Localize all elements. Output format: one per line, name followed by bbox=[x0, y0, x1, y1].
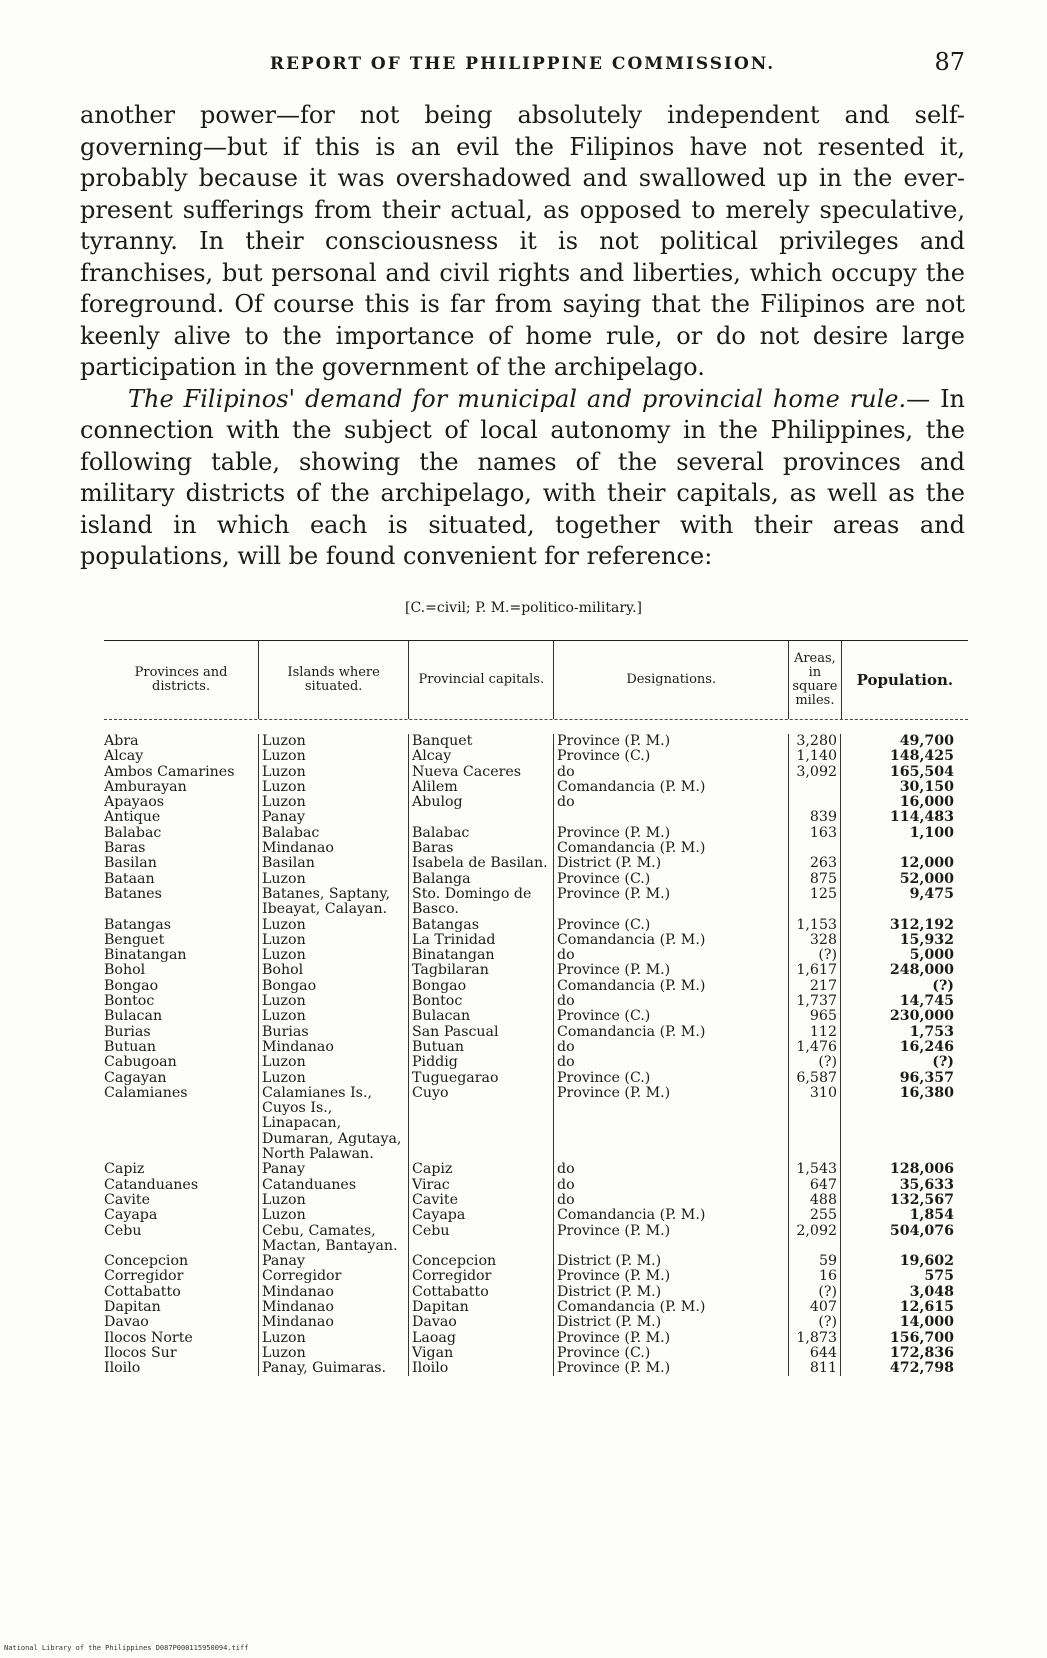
cell-designation: Province (P. M.) bbox=[554, 734, 789, 749]
cell-designation: Comandancia (P. M.) bbox=[554, 780, 789, 795]
cell-area: (?) bbox=[789, 1055, 841, 1070]
page-number: 87 bbox=[934, 48, 965, 76]
cell-province: Butuan bbox=[104, 1040, 259, 1055]
cell-island: Mindanao bbox=[259, 841, 409, 856]
cell-island: Luzon bbox=[259, 1071, 409, 1086]
cell-capital: Alcay bbox=[409, 749, 554, 764]
table-row bbox=[104, 994, 968, 1009]
cell-area: 310 bbox=[789, 1086, 841, 1162]
cell-capital: Balanga bbox=[409, 872, 554, 887]
cell-province: Baras bbox=[104, 841, 259, 856]
section-text: In connection with the subject of local autonomy in the Philippines, the following table, showing the names of the several provinces and military districts of the archipelago, with their capitals, as well as the island in which each is situated, together with their areas and populations, will be found convenient for reference: bbox=[80, 384, 965, 570]
table-row bbox=[104, 1285, 968, 1300]
cell-province: Cabugoan bbox=[104, 1055, 259, 1070]
cell-province: Batanes bbox=[104, 887, 259, 918]
table-row bbox=[104, 1086, 968, 1162]
table-row bbox=[104, 856, 968, 871]
cell-island: Burias bbox=[259, 1025, 409, 1040]
table-row bbox=[104, 1269, 968, 1284]
cell-island: Luzon bbox=[259, 1055, 409, 1070]
cell-area: 839 bbox=[789, 810, 841, 825]
cell-capital: Alilem bbox=[409, 780, 554, 795]
cell-area: 263 bbox=[789, 856, 841, 871]
cell-population: 1,854 bbox=[909, 1208, 954, 1224]
cell-population: 132,567 bbox=[889, 1192, 954, 1208]
cell-province: Apayaos bbox=[104, 795, 259, 810]
cell-population: 230,000 bbox=[889, 1009, 954, 1025]
cell-population: 156,700 bbox=[889, 1330, 954, 1346]
cell-designation: Province (P. M.) bbox=[554, 826, 789, 841]
cell-island: Catanduanes bbox=[259, 1178, 409, 1193]
cell-population: 148,425 bbox=[889, 749, 954, 765]
cell-population: 9,475 bbox=[909, 886, 954, 902]
cell-area: 328 bbox=[789, 933, 841, 948]
cell-population: 15,932 bbox=[899, 932, 954, 948]
cell-capital: Piddig bbox=[409, 1055, 554, 1070]
table-row bbox=[104, 1025, 968, 1040]
cell-capital: Virac bbox=[409, 1178, 554, 1193]
cell-population: 35,633 bbox=[899, 1177, 954, 1193]
cell-designation: do bbox=[554, 1178, 789, 1193]
cell-designation bbox=[554, 810, 789, 825]
cell-island: Balabac bbox=[259, 826, 409, 841]
cell-population: 12,000 bbox=[899, 856, 954, 872]
cell-population: 165,504 bbox=[889, 764, 954, 780]
cell-island: Corregidor bbox=[259, 1269, 409, 1284]
cell-population: 312,192 bbox=[889, 917, 954, 933]
table-row bbox=[104, 1193, 968, 1208]
cell-province: Binatangan bbox=[104, 948, 259, 963]
table-row bbox=[104, 1009, 968, 1024]
cell-area bbox=[789, 841, 841, 856]
cell-designation: do bbox=[554, 795, 789, 810]
cell-province: Bontoc bbox=[104, 994, 259, 1009]
table-header bbox=[104, 641, 968, 720]
cell-province: Abra bbox=[104, 734, 259, 749]
cell-designation: Comandancia (P. M.) bbox=[554, 1025, 789, 1040]
cell-island: Basilan bbox=[259, 856, 409, 871]
cell-population: 14,000 bbox=[899, 1315, 954, 1331]
cell-island: Panay bbox=[259, 810, 409, 825]
cell-designation: do bbox=[554, 994, 789, 1009]
table-row bbox=[104, 1055, 968, 1070]
cell-island: Panay, Guimaras. bbox=[259, 1361, 409, 1376]
table-row bbox=[104, 1361, 968, 1376]
cell-population: 172,836 bbox=[889, 1345, 954, 1361]
cell-designation: Province (C.) bbox=[554, 872, 789, 887]
cell-province: Batangas bbox=[104, 918, 259, 933]
table-row bbox=[104, 1346, 968, 1361]
cell-island: Mindanao bbox=[259, 1300, 409, 1315]
cell-area: 163 bbox=[789, 826, 841, 841]
cell-capital: Iloilo bbox=[409, 1361, 554, 1376]
cell-population: 3,048 bbox=[909, 1284, 954, 1300]
cell-area: 59 bbox=[789, 1254, 841, 1269]
cell-capital: Cebu bbox=[409, 1224, 554, 1255]
cell-island: Luzon bbox=[259, 1208, 409, 1223]
cell-island: Mindanao bbox=[259, 1040, 409, 1055]
cell-province: Ambos Camarines bbox=[104, 765, 259, 780]
cell-population: 575 bbox=[924, 1269, 954, 1285]
cell-designation: Comandancia (P. M.) bbox=[554, 933, 789, 948]
cell-designation: Province (P. M.) bbox=[554, 1331, 789, 1346]
cell-population: 49,700 bbox=[899, 734, 954, 749]
cell-island: Luzon bbox=[259, 933, 409, 948]
table-row bbox=[104, 918, 968, 933]
cell-population: 19,602 bbox=[899, 1254, 954, 1270]
cell-province: Balabac bbox=[104, 826, 259, 841]
cell-population: 96,357 bbox=[899, 1070, 954, 1086]
cell-area: 1,543 bbox=[789, 1162, 841, 1177]
cell-province: Davao bbox=[104, 1315, 259, 1330]
cell-island: Bongao bbox=[259, 979, 409, 994]
header-provinces: Provinces and districts. bbox=[104, 641, 259, 719]
cell-area: 3,092 bbox=[789, 765, 841, 780]
cell-island: Panay bbox=[259, 1162, 409, 1177]
cell-province: Benguet bbox=[104, 933, 259, 948]
cell-population: 30,150 bbox=[899, 779, 954, 795]
cell-population: 1,753 bbox=[909, 1024, 954, 1040]
cell-province: Burias bbox=[104, 1025, 259, 1040]
cell-designation: Comandancia (P. M.) bbox=[554, 979, 789, 994]
cell-designation: do bbox=[554, 1162, 789, 1177]
cell-province: Bulacan bbox=[104, 1009, 259, 1024]
cell-capital: Banquet bbox=[409, 734, 554, 749]
cell-area: 647 bbox=[789, 1178, 841, 1193]
cell-island: Luzon bbox=[259, 1346, 409, 1361]
cell-province: Catanduanes bbox=[104, 1178, 259, 1193]
header-areas: Areas, in square miles. bbox=[789, 641, 842, 719]
table-row bbox=[104, 826, 968, 841]
cell-province: Amburayan bbox=[104, 780, 259, 795]
cell-capital: Binatangan bbox=[409, 948, 554, 963]
paragraph: another power—for not being absolutely independent and self-governing—but if this is an evil the Filipinos have not resented it, probably because it was overshadowed and swallowed up in the ever-present sufferings from their actual, as opposed to merely speculative, tyranny. In their consciousness it is not political privileges and franchises, but personal and civil rights and liberties, which occupy the foreground. Of course this is far from saying that the Filipinos are not keenly alive to the importance of home rule, or do not desire large participation in the government of the archipelago. bbox=[80, 101, 965, 381]
cell-population: 16,380 bbox=[899, 1085, 954, 1101]
page-header bbox=[80, 48, 965, 78]
cell-capital: Cayapa bbox=[409, 1208, 554, 1223]
table-row bbox=[104, 1071, 968, 1086]
cell-province: Cayapa bbox=[104, 1208, 259, 1223]
cell-population bbox=[841, 841, 968, 856]
cell-designation: Province (C.) bbox=[554, 1346, 789, 1361]
cell-island: Luzon bbox=[259, 780, 409, 795]
cell-island: Luzon bbox=[259, 1193, 409, 1208]
cell-capital: Baras bbox=[409, 841, 554, 856]
cell-island: Calamianes Is., Cuyos Is., Linapacan, Dumaran, Agutaya, North Palawan. bbox=[259, 1086, 409, 1162]
cell-population: 12,615 bbox=[899, 1299, 954, 1315]
table-row bbox=[104, 963, 968, 978]
body-text bbox=[80, 100, 965, 573]
header-designations: Designations. bbox=[554, 641, 789, 719]
cell-capital: Cavite bbox=[409, 1193, 554, 1208]
table-row bbox=[104, 933, 968, 948]
cell-province: Bataan bbox=[104, 872, 259, 887]
cell-area: 965 bbox=[789, 1009, 841, 1024]
table-row bbox=[104, 1178, 968, 1193]
cell-population: 114,483 bbox=[889, 810, 954, 826]
cell-capital: La Trinidad bbox=[409, 933, 554, 948]
cell-area: (?) bbox=[789, 948, 841, 963]
cell-island: Luzon bbox=[259, 749, 409, 764]
cell-area: 255 bbox=[789, 1208, 841, 1223]
cell-area: 1,476 bbox=[789, 1040, 841, 1055]
cell-designation: do bbox=[554, 948, 789, 963]
cell-designation: District (P. M.) bbox=[554, 1254, 789, 1269]
cell-designation: Province (P. M.) bbox=[554, 1086, 789, 1162]
cell-designation: Province (P. M.) bbox=[554, 887, 789, 918]
cell-area: 1,617 bbox=[789, 963, 841, 978]
cell-island: Luzon bbox=[259, 795, 409, 810]
cell-designation: do bbox=[554, 765, 789, 780]
cell-capital: Isabela de Basilan. bbox=[409, 856, 554, 871]
table-row bbox=[104, 765, 968, 780]
cell-designation: District (P. M.) bbox=[554, 1285, 789, 1300]
cell-designation: Province (P. M.) bbox=[554, 963, 789, 978]
cell-province: Bohol bbox=[104, 963, 259, 978]
cell-population: 14,745 bbox=[899, 994, 954, 1010]
cell-population: 248,000 bbox=[889, 963, 954, 979]
cell-island: Luzon bbox=[259, 872, 409, 887]
cell-capital: Bulacan bbox=[409, 1009, 554, 1024]
section-paragraph bbox=[80, 384, 965, 573]
cell-island: Batanes, Saptany, Ibeayat, Calayan. bbox=[259, 887, 409, 918]
cell-capital: Cottabatto bbox=[409, 1285, 554, 1300]
cell-area: 3,280 bbox=[789, 734, 841, 749]
cell-capital: Sto. Domingo de Basco. bbox=[409, 887, 554, 918]
cell-capital: Capiz bbox=[409, 1162, 554, 1177]
table-row bbox=[104, 887, 968, 918]
cell-island: Luzon bbox=[259, 734, 409, 749]
cell-population: 16,000 bbox=[899, 795, 954, 811]
table-row bbox=[104, 780, 968, 795]
cell-capital: Corregidor bbox=[409, 1269, 554, 1284]
cell-area bbox=[789, 795, 841, 810]
cell-designation: do bbox=[554, 1040, 789, 1055]
cell-area: 125 bbox=[789, 887, 841, 918]
cell-area: (?) bbox=[789, 1315, 841, 1330]
cell-capital: Nueva Caceres bbox=[409, 765, 554, 780]
cell-area: 811 bbox=[789, 1361, 841, 1376]
cell-capital: Concepcion bbox=[409, 1254, 554, 1269]
cell-capital: Tagbilaran bbox=[409, 963, 554, 978]
table-row bbox=[104, 749, 968, 764]
cell-capital: Vigan bbox=[409, 1346, 554, 1361]
cell-population: 52,000 bbox=[899, 871, 954, 887]
cell-island: Cebu, Camates, Mactan, Bantayan. bbox=[259, 1224, 409, 1255]
table-row bbox=[104, 810, 968, 825]
cell-province: Corregidor bbox=[104, 1269, 259, 1284]
cell-designation: Province (P. M.) bbox=[554, 1224, 789, 1255]
cell-area: (?) bbox=[789, 1285, 841, 1300]
cell-province: Capiz bbox=[104, 1162, 259, 1177]
header-islands: Islands where situated. bbox=[259, 641, 409, 719]
cell-capital: Batangas bbox=[409, 918, 554, 933]
cell-designation: Comandancia (P. M.) bbox=[554, 1208, 789, 1223]
cell-population: 16,246 bbox=[899, 1039, 954, 1055]
table-row bbox=[104, 1331, 968, 1346]
cell-area: 1,140 bbox=[789, 749, 841, 764]
table-row bbox=[104, 1162, 968, 1177]
cell-capital: Laoag bbox=[409, 1331, 554, 1346]
cell-area bbox=[789, 780, 841, 795]
table-row bbox=[104, 1208, 968, 1223]
table-row bbox=[104, 1224, 968, 1255]
cell-island: Luzon bbox=[259, 1331, 409, 1346]
cell-population: 504,076 bbox=[889, 1223, 954, 1239]
cell-island: Panay bbox=[259, 1254, 409, 1269]
cell-area: 2,092 bbox=[789, 1224, 841, 1255]
cell-capital: Butuan bbox=[409, 1040, 554, 1055]
cell-capital: San Pascual bbox=[409, 1025, 554, 1040]
cell-province: Iloilo bbox=[104, 1361, 259, 1376]
cell-designation: do bbox=[554, 1193, 789, 1208]
cell-island: Mindanao bbox=[259, 1285, 409, 1300]
cell-designation: Province (C.) bbox=[554, 1009, 789, 1024]
cell-area: 112 bbox=[789, 1025, 841, 1040]
scan-footer: National Library of the Philippines D087P000115950094.tiff bbox=[4, 1644, 249, 1652]
cell-area: 488 bbox=[789, 1193, 841, 1208]
cell-province: Ilocos Sur bbox=[104, 1346, 259, 1361]
table-row bbox=[104, 1040, 968, 1055]
cell-capital: Tuguegarao bbox=[409, 1071, 554, 1086]
cell-area: 217 bbox=[789, 979, 841, 994]
cell-designation: District (P. M.) bbox=[554, 856, 789, 871]
table-row bbox=[104, 948, 968, 963]
table-note: [C.=civil; P. M.=politico-military.] bbox=[405, 600, 642, 616]
cell-province: Cebu bbox=[104, 1224, 259, 1255]
cell-province: Cagayan bbox=[104, 1071, 259, 1086]
cell-island: Luzon bbox=[259, 1009, 409, 1024]
cell-designation: Province (P. M.) bbox=[554, 1269, 789, 1284]
cell-designation: District (P. M.) bbox=[554, 1315, 789, 1330]
table-row bbox=[104, 795, 968, 810]
table-row bbox=[104, 979, 968, 994]
cell-area: 875 bbox=[789, 872, 841, 887]
cell-designation: Province (C.) bbox=[554, 918, 789, 933]
cell-area: 1,737 bbox=[789, 994, 841, 1009]
cell-province: Basilan bbox=[104, 856, 259, 871]
cell-island: Luzon bbox=[259, 918, 409, 933]
section-heading: The Filipinos' demand for municipal and provincial home rule.— bbox=[128, 384, 931, 413]
cell-province: Ilocos Norte bbox=[104, 1331, 259, 1346]
cell-capital: Bontoc bbox=[409, 994, 554, 1009]
cell-capital: Cuyo bbox=[409, 1086, 554, 1162]
cell-designation: Province (C.) bbox=[554, 749, 789, 764]
table-row bbox=[104, 1254, 968, 1269]
cell-population: 128,006 bbox=[889, 1162, 954, 1178]
cell-area: 407 bbox=[789, 1300, 841, 1315]
table-row bbox=[104, 1300, 968, 1315]
cell-province: Alcay bbox=[104, 749, 259, 764]
cell-province: Cottabatto bbox=[104, 1285, 259, 1300]
cell-area: 644 bbox=[789, 1346, 841, 1361]
cell-island: Bohol bbox=[259, 963, 409, 978]
cell-population: 472,798 bbox=[889, 1361, 954, 1377]
header-capitals: Provincial capitals. bbox=[409, 641, 554, 719]
cell-area: 1,153 bbox=[789, 918, 841, 933]
cell-designation: do bbox=[554, 1055, 789, 1070]
table-row bbox=[104, 872, 968, 887]
cell-capital: Davao bbox=[409, 1315, 554, 1330]
cell-province: Concepcion bbox=[104, 1254, 259, 1269]
table-row bbox=[104, 734, 968, 749]
cell-province: Antique bbox=[104, 810, 259, 825]
cell-designation: Comandancia (P. M.) bbox=[554, 1300, 789, 1315]
cell-capital: Dapitan bbox=[409, 1300, 554, 1315]
cell-province: Dapitan bbox=[104, 1300, 259, 1315]
cell-capital: Abulog bbox=[409, 795, 554, 810]
cell-capital bbox=[409, 810, 554, 825]
cell-population: 1,100 bbox=[909, 825, 954, 841]
cell-designation: Comandancia (P. M.) bbox=[554, 841, 789, 856]
table-row bbox=[104, 841, 968, 856]
cell-island: Luzon bbox=[259, 994, 409, 1009]
running-title: REPORT OF THE PHILIPPINE COMMISSION. bbox=[269, 54, 776, 74]
cell-designation: Province (P. M.) bbox=[554, 1361, 789, 1376]
cell-capital: Balabac bbox=[409, 826, 554, 841]
cell-island: Luzon bbox=[259, 948, 409, 963]
cell-island: Luzon bbox=[259, 765, 409, 780]
cell-island: Mindanao bbox=[259, 1315, 409, 1330]
table-body bbox=[104, 720, 968, 1376]
cell-area: 1,873 bbox=[789, 1331, 841, 1346]
table-row bbox=[104, 1315, 968, 1330]
cell-area: 6,587 bbox=[789, 1071, 841, 1086]
cell-province: Cavite bbox=[104, 1193, 259, 1208]
cell-population: (?) bbox=[932, 978, 954, 994]
cell-capital: Bongao bbox=[409, 979, 554, 994]
cell-province: Bongao bbox=[104, 979, 259, 994]
cell-designation: Province (C.) bbox=[554, 1071, 789, 1086]
cell-population: 5,000 bbox=[909, 948, 954, 964]
cell-area: 16 bbox=[789, 1269, 841, 1284]
cell-province: Calamianes bbox=[104, 1086, 259, 1162]
provinces-table bbox=[104, 640, 968, 1376]
header-population: Population. bbox=[856, 671, 954, 689]
cell-population: (?) bbox=[932, 1055, 954, 1071]
